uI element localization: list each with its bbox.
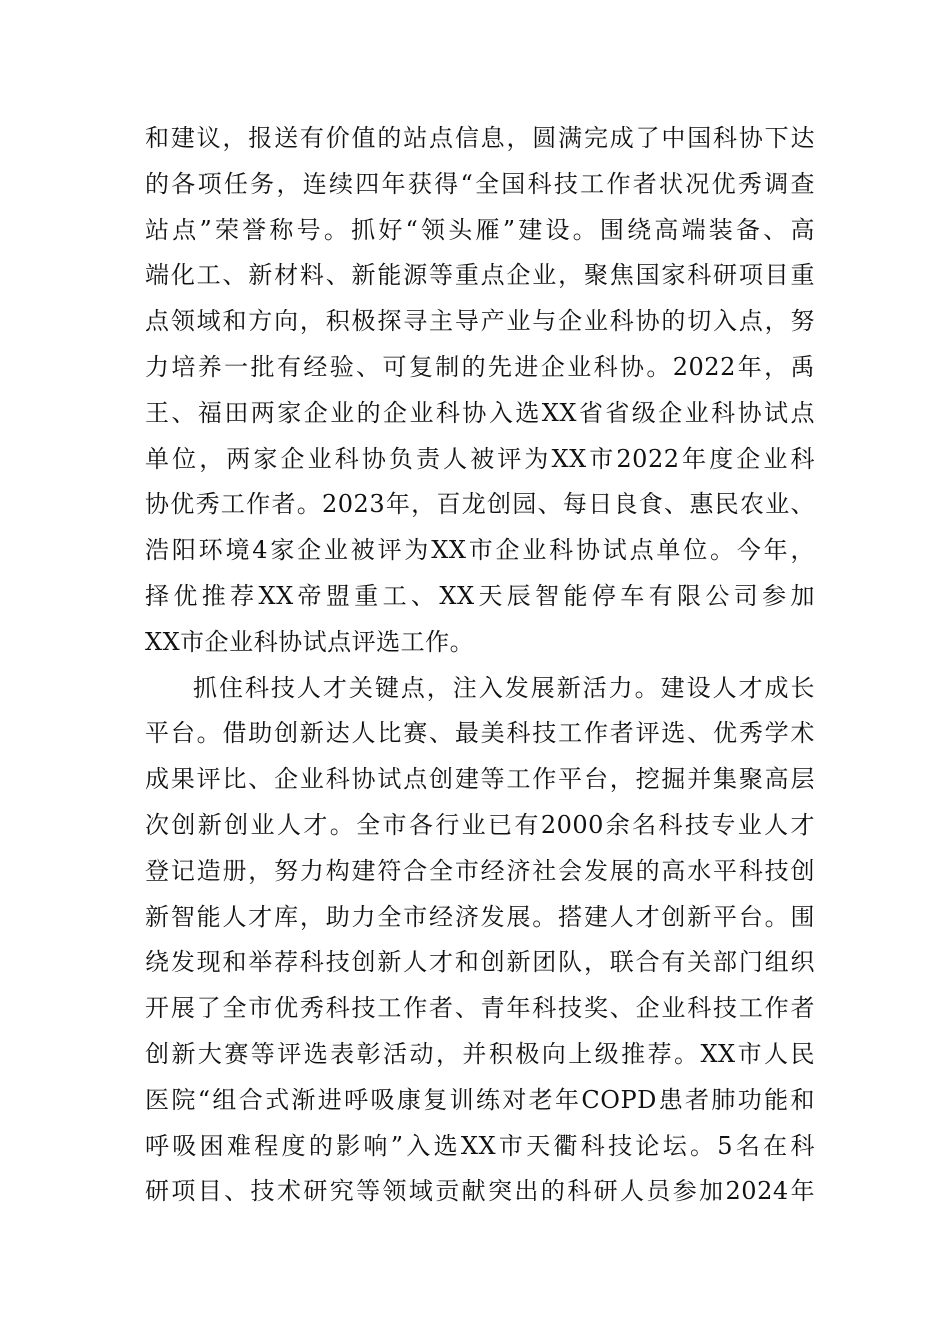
text-line: 点领域和方向，积极探寻主导产业与企业科协的切入点，努 — [145, 307, 815, 336]
text-line: 呼吸困难程度的影响”入选XX市天衢科技论坛。5名在科 — [145, 1131, 815, 1160]
text-line: 的各项任务，连续四年获得“全国科技工作者状况优秀调查 — [145, 169, 815, 198]
text-line: 绕发现和举荐科技创新人才和创新团队，联合有关部门组织 — [145, 948, 815, 977]
document-body — [145, 116, 815, 1215]
text-line: 单位，两家企业科协负责人被评为XX市2022年度企业科 — [145, 444, 815, 473]
text-line: 研项目、技术研究等领域贡献突出的科研人员参加2024年 — [145, 1177, 815, 1206]
text-line: 协优秀工作者。2023年，百龙创园、每日良食、惠民农业、 — [145, 490, 815, 519]
text-line: 抓住科技人才关键点，注入发展新活力。建设人才成长 — [193, 673, 815, 702]
text-line: 次创新创业人才。全市各行业已有2000余名科技专业人才 — [145, 810, 815, 839]
text-line: 医院“组合式渐进呼吸康复训练对老年COPD患者肺功能和 — [145, 1085, 815, 1114]
text-line: 登记造册，努力构建符合全市经济社会发展的高水平科技创 — [145, 856, 815, 885]
text-line: 和建议，报送有价值的站点信息，圆满完成了中国科协下达 — [145, 124, 815, 152]
text-line: 开展了全市优秀科技工作者、青年科技奖、企业科技工作者 — [145, 994, 815, 1023]
text-line: 力培养一批有经验、可复制的先进企业科协。2022年，禹 — [145, 352, 815, 381]
text-line: 平台。借助创新达人比赛、最美科技工作者评选、优秀学术 — [145, 719, 815, 748]
text-line: 浩阳环境4家企业被评为XX市企业科协试点单位。今年， — [145, 536, 815, 565]
text-line: XX市企业科协试点评选工作。 — [145, 627, 475, 656]
text-line: 创新大赛等评选表彰活动，并积极向上级推荐。XX市人民 — [145, 1039, 815, 1068]
paragraph-1 — [145, 116, 815, 666]
text-line: 择优推荐XX帝盟重工、XX天辰智能停车有限公司参加 — [145, 581, 815, 610]
text-line: 成果评比、企业科协试点创建等工作平台，挖掘并集聚高层 — [145, 765, 815, 794]
text-line: 站点”荣誉称号。抓好“领头雁”建设。围绕高端装备、高 — [145, 215, 815, 244]
paragraph-2 — [145, 666, 815, 1216]
text-line: 王、福田两家企业的企业科协入选XX省省级企业科协试点 — [145, 398, 815, 427]
text-line: 新智能人才库，助力全市经济发展。搭建人才创新平台。围 — [145, 902, 815, 931]
text-line: 端化工、新材料、新能源等重点企业，聚焦国家科研项目重 — [145, 261, 815, 290]
